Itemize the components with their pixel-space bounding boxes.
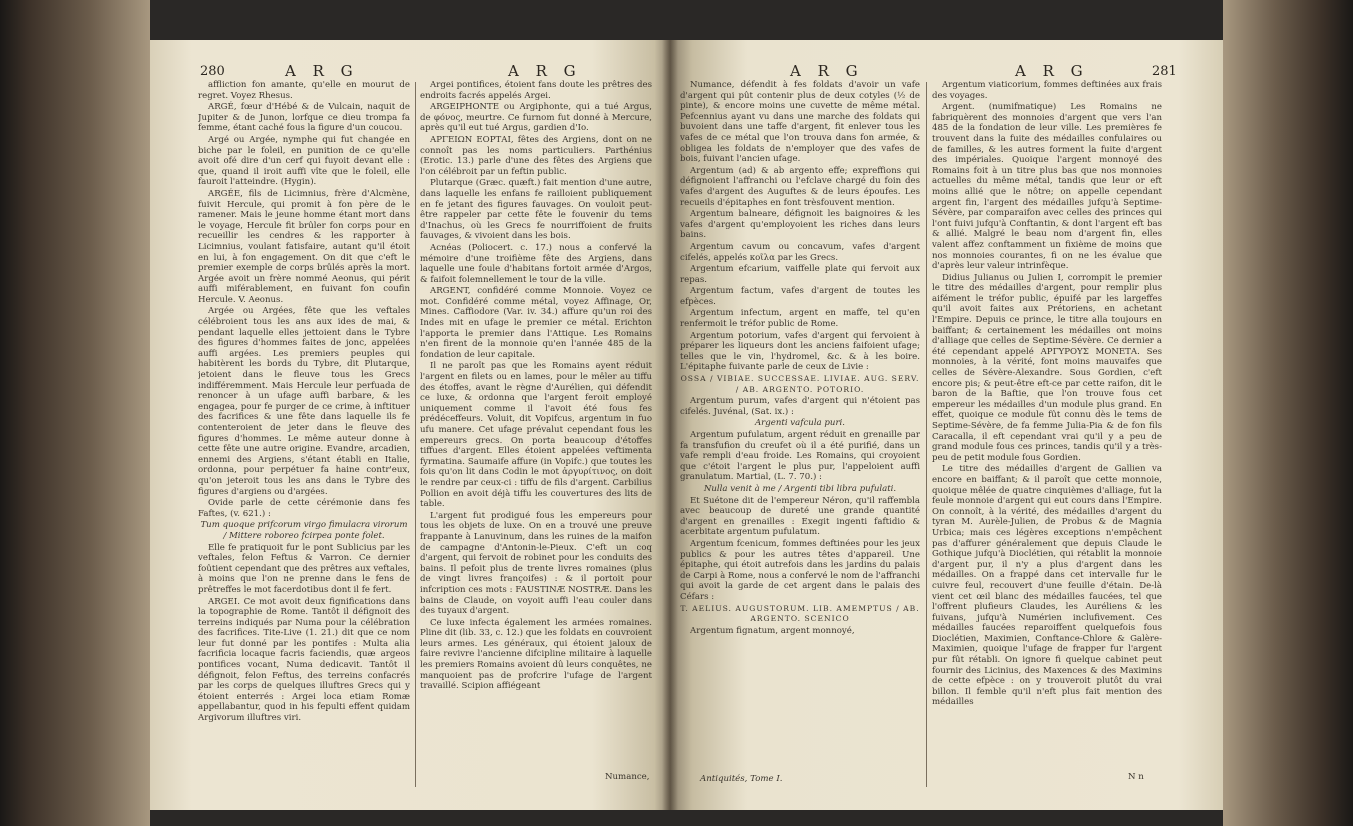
paragraph: Argei pontifices, étoient fans doute les prêtres des endroits facrés appelés Argei. [420,80,652,101]
paragraph: Argentum purum, vafes d'argent qui n'étoient pas cifelés. Juvénal, (Sat. ix.) : [680,396,920,417]
right-header-right: A R G [1015,62,1089,80]
right-page-number: 281 [1152,64,1177,79]
paragraph: Argentum factum, vafes d'argent de toutes les efpèces. [680,286,920,307]
paragraph: affliction fon amante, qu'elle en mourut de regret. Voyez Rhesus. [198,80,410,101]
paragraph: Tum quoque prifcorum virgo fimulacra virorum / Mittere roboreo fcirpea ponte folet. [200,520,408,541]
paragraph: ARGÉE, fils de Licimnius, frère d'Alcmène, fuivit Hercule, qui promit à fon père de le ramener. Mais le jeune homme étant mort dans le voyage, Hercule fit brûler fon corps pour en recueillir les cendres & les rapporter à Licimnius, voulant fatisfaire, autant qu'il étoit en lui, à fon engagement. On dit que c'eft le premier exemple de corps brûlés après la mort. Argée avoit un frère nommé Aeonus, qui périt auffi miférablement, en fuivant fon coufin Hercule. V. Aeonus. [198,188,410,305]
paragraph: Plutarque (Græc. quæft.) fait mention d'une autre, dans laquelle les enfans fe railloient publiquement en fe jetant des figures fauvages. On vouloit peut-être rappeler par cette fête le fouvenir du tems d'Inachus, où les Grecs fe nourriffoient de fruits fauvages, & vivoient dans les bois. [420,178,652,242]
paragraph: L'argent fut prodigué fous les empereurs pour tous les objets de luxe. On en a trouvé une preuve frappante à Lanuvinum, dans les ruines de la maifon de campagne d'Antonin-le-Pieux. C'eft un coq d'argent, qui fervoit de robinet pour les conduits des bains. Il pefoit plus de trente livres romaines (plus de vingt livres françoifes) : & il portoit pour infcription ces mots : FAUSTINÆ NOSTRÆ. Dans les bains de Claude, on voyoit auffi l'eau couler dans des tuyaux d'argent. [420,510,652,617]
book-gutter [662,40,678,810]
paragraph: ARGEI. Ce mot avoit deux fignifications dans la topographie de Rome. Tantôt il défignoit des terreins indiqués par Numa pour la célébration des facrifices. Tite-Live (1. 21.) dit que ce nom leur fut donné par les pontifes : Multa alia facrificia locaque facris faciendis, quæ argeos pontifices vocant, Numa dedicavit. Tantôt il défignoit, felon Feftus, des terreins confacrés par les corps de quelques illuftres Grecs qui y étoient enterrés : Argei loca etiam Romæ appellabantur, quod in his fepulti effent quidam Argivorum illuftres viri. [198,596,410,724]
paragraph: ΑΡΓΕΙΩΝ ΕΟΡΤΑΙ, fêtes des Argiens, dont on ne connoît pas les noms particuliers. Parthénius (Erotic. 13.) parle d'une des fêtes des Argiens que l'on célébroit par un feftin public. [420,134,652,177]
paragraph: Argentum efcarium, vaiffelle plate qui fervoit aux repas. [680,264,920,285]
paragraph: Argentum viaticorium, fommes deftinées aux frais des voyages. [932,80,1162,101]
paragraph: Argé ou Argée, nymphe qui fut changée en biche par le foleil, en punition de ce qu'elle avoit ofé dire d'un cerf qui fuyoit devant elle : que, quand il iroit auffi vîte que le foleil, elle fauroit l'atteindre. (Hygin). [198,134,410,188]
paragraph: Elle fe pratiquoit fur le pont Sublicius par les veftales, felon Feftus & Varron. Ce dernier foûtient cependant que des prêtres aux veftales, à moins que l'on ne prenne dans le fens de prêtreffes le mot facerdotibus dont il fe fert. [198,542,410,595]
paragraph: Argentum cavum ou concavum, vafes d'argent cifelés, appelés κοῖλα par les Grecs. [680,241,920,263]
signature-mark: N n [1128,772,1144,782]
paragraph: Argée ou Argées, fête que les veftales célébroient tous les ans aux ides de mai, & pendant laquelle elles jettoient dans le Tybre des figures d'hommes faites de jonc, appelées auffi argées. Les premiers peuples qui habitèrent les bords du Tybre, dit Plutarque, jetoient dans le fleuve tous les Grecs indifféremment. Mais Hercule leur perfuada de renoncer à un ufage auffi barbare, & les engagea, pour fe purger de ce crime, à inftituer des facrifices & une fête dans laquelle ils fe contenteroient de jeter dans le fleuve des figures d'hommes. Le même auteur donne à cette fête une autre origine. Evandre, arcadien, ennemi des Argiens, s'étant établi en Italie, ordonna, pour perpétuer fa haine contr'eux, qu'on jeteroit tous les ans dans le Tybre des figures d'argiens ou d'argées. [198,306,410,497]
right-page-column-1 [680,80,920,760]
left-header-left: A R G [285,62,359,80]
paragraph: ARGEIPHONTE ou Argiphonte, qui a tué Argus, de φόνος, meurtre. Ce furnom fut donné à Mercure, après qu'il eut tué Argus, gardien d'Io. [420,102,652,134]
right-page-column-2 [932,80,1162,772]
paragraph: Le titre des médailles d'argent de Gallien va encore en baiffant; & il paroît que cette monnoie, quoique mêlée de quatre cinquièmes d'alliage, fut la feule monnoie d'argent qui eut cours dans l'Empire. On connoît, à la vérité, des médailles d'argent du tyran M. Aurèle-Julien, de Probus & de Magnia Urbica; mais ces légères exceptions n'empêchent pas d'affurer généralement que depuis Claude le Gothique jufqu'à Dioclétien, qui rétablit la monnoie d'argent pur, il n'y a plus d'argent dans les médailles. On a frappé dans cet intervalle fur le cuivre feul, recouvert d'une feuille d'étain. De-là vient cet œil blanc des médailles faucées, tel que l'offrent plufieurs Claudes, les Auréliens & les fuivans, jufqu'à Numérien inclufivement. Ces médailles faucées reparoiffent quelquefois fous Dioclétien, Maximien, Conftance-Chlore & Galère-Maximien, quoique l'ufage de frapper fur l'argent pur fût rétabli. On ignore fi quelque cabinet peut fournir des Licinius, des Maxences & des Maximins de cette efpèce : on y trouveroit plutôt du vrai billon. Il femble qu'il n'eft plus fait mention des médailles [932,464,1162,708]
paragraph: Argentum balneare, défignoit les baignoires & les vafes d'argent qu'employoient les riches dans leurs bains. [680,209,920,241]
paragraph: Argentum fignatum, argent monnoyé, [690,625,855,636]
paragraph: Nulla venit à me / Argenti tibi libra pufulati. [703,483,897,494]
paragraph: Argentum pufulatum, argent réduit en grenaille par fa transfufion du creufet où il a été purifié, dans un vafe rempli d'eau froide. Les Romains, qui croyoient que c'étoit l'argent le plus pur, l'appeloient auffi granulatum. Martial, (L. 7. 70.) : [680,430,920,483]
paragraph: Argentum (ad) & ab argento effe; expreffions qui défignoient l'affranchi ou l'efclave chargé du foin des vafes d'argent des Auguftes & de leurs époufes. Les recueils d'épitaphes en font trèsfouvent mention. [680,165,920,208]
paragraph: Ce luxe infecta également les armées romaines. Pline dit (lib. 33, c. 12.) que les foldats en couvroient leurs armes. Les généraux, qui étoient jaloux de faire revivre l'ancienne difcipline militaire à laquelle les premiers Romains avoient dû leurs conquêtes, ne manquoient pas de profcrire l'ufage de l'argent travaillé. Scipion affiégeant [420,617,652,692]
paragraph: Et Suétone dit de l'empereur Néron, qu'il raffembla avec beaucoup de dureté une grande quantité d'argent en grenailles : Exegit ingenti faftidio & acerbitate argentum pufulatum. [680,495,920,538]
paragraph: Didius Julianus ou Julien I, corrompit le premier le titre des médailles d'argent, pour remplir plus aifément le tréfor public, épuifé par les largeffes qu'il avoit faites aux Prétoriens, en achetant l'Empire. Depuis ce prince, le titre alla toujours en baiffant; & certainement les médailles ont moins d'alliage que celles de Septime-Sévère. Ce dernier a été cependant appelé ΑΡΓΥΡΟΥΣ ΜΟΝΕΤΑ. Ses monnoies, à la vérité, font moins mauvaifes que celles de Sévère-Alexandre. Sous Gordien, c'eft encore pis; & peut-être eft-ce par cette raifon, dit le baron de la Baftie, que l'on trouve fous cet empereur les médailles d'un module plus grand. En effet, quoique ce module fût connu dès le tems de Septime-Sévère, de fa femme Julia-Pia & de fon fils Caracalla, il eft cependant vrai qu'il y a peu de grand module fous ces princes, tandis qu'il y a très-peu de petit module fous Gordien. [932,272,1162,463]
paragraph: Argent. (numifmatique) Les Romains ne fabriquèrent des monnoies d'argent que vers l'an 485 de la fondation de leur ville. Les premières fe trouvent dans la fuite des médailles confulaires ou de familles, & les autres forment la fuite d'argent des impériales. Quoique l'argent monnoyé des Romains foit à un titre plus bas que nos monnoies actuelles du même métal, tandis que leur or eft moins allié que le nôtre; on appelle cependant argent fin, l'argent des médailles jufqu'à Septime-Sévère, par comparaifon avec celles des princes qui l'ont fuivi jufqu'à Conftantin, & dont l'argent eft bas & allié. Malgré le beau nom d'argent fin, elles valent affez conftamment un fixième de moins que nos monnoies courantes, fi on ne les évalue que d'après leur valeur intrinfèque. [932,102,1162,272]
paragraph: Il ne paroît pas que les Romains ayent réduit l'argent en filets ou en lames, pour le mêler au tiffu des étoffes, avant le règne d'Aurélien, qui défendit ce luxe, & ordonna que l'argent feroit employé uniquement comme il l'avoit été fous fes prédéceffeurs. Voluit, dit Vopifcus, argentum in fuo ufu manere. Cet ufage prévalut cependant fous les empereurs grecs. On porta beaucoup d'étoffes tiffues d'argent. Elles étoient appelées veftimenta fyrmatina. Saumaife affure (in Vopifc.) que toutes les fois qu'on lit dans Codin le mot ἀργυρίτινος, on doit le rendre par ceux-ci : tiffu de fils d'argent. Carbilius Pollion en avoit déjà tiffu les couvertures des lits de table. [420,361,652,510]
left-page-number: 280 [200,64,225,79]
paragraph: Argentum fcenicum, fommes deftinées pour les jeux publics & pour les autres têtes d'appareil. Une épitaphe, qui étoit autrefois dans les jardins du palais de Carpi à Rome, nous a confervé le nom de l'affranchi qui avoit la garde de cet argent dans le palais des Céfars : [680,538,920,602]
paragraph: OSSA / VIBIAE. SUCCESSAE. LIVIAE. AUG. SERV. / AB. ARGENTO. POTORIO. [680,374,920,394]
right-header-left: A R G [790,62,864,80]
paragraph: ARGÉ, fœur d'Hébé & de Vulcain, naquit de Jupiter & de Junon, lorfque ce dieu trompa fa femme, étant caché fous la figure d'un coucou. [198,102,410,134]
left-column-rule [415,82,416,787]
left-page-column-1 [198,80,410,780]
paragraph: Ovide parle de cette cérémonie dans fes Faftes, (v. 621.) : [198,498,410,519]
paragraph: Argenti vafcula puri. [754,418,846,429]
left-header-right: A R G [508,62,582,80]
paragraph: Argentum potorium, vafes d'argent qui fervoient à préparer les liqueurs dont les anciens faifoient ufage; telles que le vin, l'hydromel, &c. & à les boire. L'épitaphe fuivante parle de ceux de Livie : [680,330,920,373]
paragraph: Argentum infectum, argent en maffe, tel qu'en renfermoit le tréfor public de Rome. [680,308,920,330]
volume-footer: Antiquités, Tome I. [700,774,783,784]
right-page-edges [1223,0,1353,826]
paragraph: T. AELIUS. AUGUSTORUM. LIB. AMEMPTUS / AB. ARGENTO. SCENICO [680,603,920,624]
right-column-rule [926,82,927,787]
paragraph: ARGENT, confidéré comme Monnoie. Voyez ce mot. Confidéré comme métal, voyez Affinage, Or, Mines. Caffiodore (Var. iv. 34.) affure qu'un roi des Indes mit en ufage le premier ce métal. Erichton l'apporta le premier dans l'Attique. Les Romains n'en firent de la monnoie qu'en l'année 485 de la fondation de leur capitale. [420,286,652,360]
left-page-column-2 [420,80,652,768]
left-page-edges [0,0,150,826]
catchword: Numance, [605,772,650,782]
paragraph: Acnéas (Poliocert. c. 17.) nous a confervé la mémoire d'une troifième fête des Argiens, dans laquelle une foule d'habitans fortoit armée d'Argos, & faifoit folemnellement le tour de la ville. [420,242,652,285]
paragraph: Numance, défendit à fes foldats d'avoir un vafe d'argent qui pût contenir plus de deux cotyles (½ de pinte), & encore moins une cuvette de même métal. Pefcennius ayant vu dans une marche des foldats qui buvoient dans une taffe d'argent, fit enlever tous les vafes de ce métal que l'on trouva dans fon armée, & obligea les foldats de n'employer que des vafes de bois, fuivant l'ancien ufage. [680,80,920,165]
